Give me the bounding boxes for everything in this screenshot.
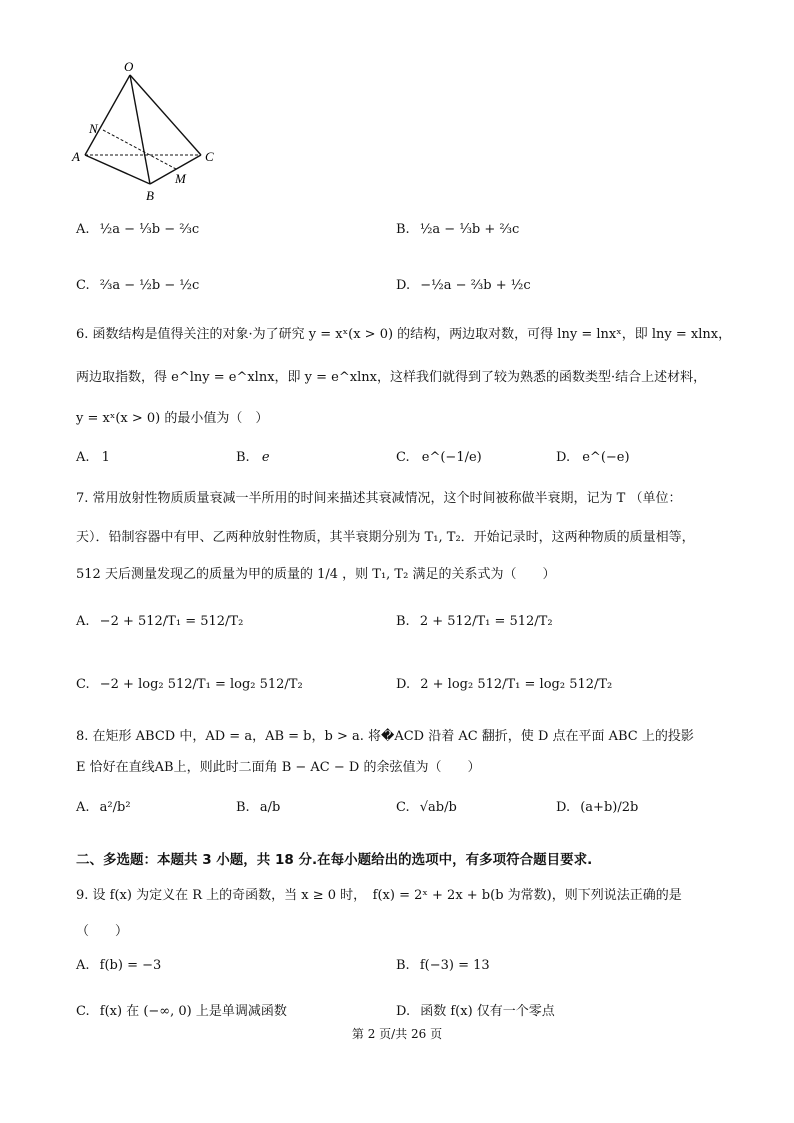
q9-option-c-letter: C. <box>76 1004 90 1019</box>
q5-option-a <box>76 222 199 237</box>
q8-option-c <box>396 800 457 815</box>
label-B: B <box>146 188 154 203</box>
q6-line-1: 6. 函数结构是值得关注的对象·为了研究 y = xˣ(x > 0) 的结构，两边取对数，可得 lny = lnxˣ，即 lny = xlnx， <box>76 327 732 342</box>
q7-option-b <box>396 614 553 629</box>
q5-option-c <box>76 278 199 293</box>
q8-option-b <box>236 800 280 815</box>
q8-option-a-expr: a²/b² <box>99 800 131 815</box>
tetrahedron-figure <box>60 55 230 210</box>
label-O: O <box>124 59 134 74</box>
q6-option-c <box>396 450 482 465</box>
q6-option-c-letter: C. <box>396 450 410 465</box>
q8-option-c-expr: √ab/b <box>419 800 457 815</box>
q5-option-b-expr: ½a − ⅓b + ⅔c <box>419 222 520 237</box>
q5-option-b <box>396 222 519 237</box>
q8-line-1: 8. 在矩形 ABCD 中，AD = a，AB = b，b > a. 将�ACD 沿着 AC 翻折，使 D 点在平面 ABC 上的投影 <box>76 729 694 744</box>
q8-option-c-letter: C. <box>396 800 410 815</box>
q7-option-d-expr: 2 + log₂ 512/T₁ = log₂ 512/T₂ <box>420 677 613 692</box>
label-A: A <box>72 149 80 164</box>
q7-line-1: 7. 常用放射性物质质量衰减一半所用的时间来描述其衰减情况，这个时间被称做半衰期，记为 T （单位： <box>76 491 682 506</box>
q9-option-d-letter: D. <box>396 1004 411 1019</box>
q9-option-b-expr: f(−3) = 13 <box>419 958 490 973</box>
q6-line-2: 两边取指数，得 e^lny = e^xlnx，即 y = e^xlnx，这样我们就得到了较为熟悉的函数类型·结合上述材料， <box>76 370 707 385</box>
q9-option-c <box>76 1000 287 1019</box>
q7-line-3-post: ，则 T₁, T₂ 满足的关系式为（ ） <box>342 567 556 582</box>
q8-option-d-letter: D. <box>556 800 571 815</box>
q6-option-b <box>236 450 270 465</box>
q9-option-b <box>396 958 490 973</box>
q6-option-a-expr: 1 <box>101 450 110 465</box>
q8-option-d-expr: (a+b)/2b <box>580 800 639 815</box>
q5-option-d <box>396 278 531 293</box>
q9-line-2: （ ） <box>76 924 129 939</box>
page-footer: 第 2 页/共 26 页 <box>351 1027 443 1041</box>
q9-option-a-expr: f(b) = −3 <box>99 958 162 973</box>
q9-option-c-expr: f(x) 在 (−∞, 0) 上是单调减函数 <box>99 1004 287 1019</box>
q6-line-3: y = xˣ(x > 0) 的最小值为（ ） <box>76 411 269 426</box>
q7-line-3 <box>76 563 555 582</box>
q9-line-1: 9. 设 f(x) 为定义在 R 上的奇函数，当 x ≥ 0 时， f(x) = 2ˣ + 2x + b(b 为常数)，则下列说法正确的是 <box>76 888 682 903</box>
q5-option-c-expr: ⅔a − ½b − ½c <box>99 278 200 293</box>
q5-option-d-expr: −½a − ⅔b + ½c <box>420 278 531 293</box>
q8-option-d <box>556 800 638 815</box>
q5-option-a-letter: A. <box>76 222 90 237</box>
q7-option-a <box>76 614 243 629</box>
q7-option-a-expr: −2 + 512/T₁ = 512/T₂ <box>99 614 244 629</box>
q5-option-a-expr: ½a − ⅓b − ⅔c <box>99 222 200 237</box>
q7-option-c <box>76 677 303 692</box>
q7-option-c-expr: −2 + log₂ 512/T₁ = log₂ 512/T₂ <box>99 677 303 692</box>
q6-option-d-letter: D. <box>556 450 571 465</box>
q9-option-d <box>396 1000 555 1019</box>
q5-option-b-letter: B. <box>396 222 410 237</box>
q6-option-d-expr: e^(−e) <box>582 450 630 465</box>
q7-line-2: 天）．铅制容器中有甲、乙两种放射性物质，其半衰期分别为 T₁, T₂．开始记录时，这两种物质的质量相等， <box>76 530 695 545</box>
q7-option-a-letter: A. <box>76 614 90 629</box>
q6-option-b-letter: B. <box>236 450 250 465</box>
q6-option-c-expr: e^(−1/e) <box>421 450 482 465</box>
q8-option-b-expr: a/b <box>259 800 281 815</box>
q9-option-a <box>76 958 161 973</box>
q9-option-a-letter: A. <box>76 958 90 973</box>
q7-line-3-pre: 512 天后测量发现乙的质量为甲的质量的 <box>76 567 313 582</box>
q9-option-d-expr: 函数 f(x) 仅有一个零点 <box>420 1004 555 1019</box>
q6-option-a-letter: A. <box>76 450 90 465</box>
q7-option-d <box>396 677 612 692</box>
q6-option-b-expr: e <box>261 450 270 465</box>
q6-option-a <box>76 450 110 465</box>
q7-option-b-expr: 2 + 512/T₁ = 512/T₂ <box>419 614 553 629</box>
q7-option-b-letter: B. <box>396 614 410 629</box>
q7-line-3-fraction: 1/4 <box>317 567 339 582</box>
label-C: C <box>205 149 214 164</box>
q5-option-c-letter: C. <box>76 278 90 293</box>
q7-option-c-letter: C. <box>76 677 90 692</box>
q8-option-a-letter: A. <box>76 800 90 815</box>
q9-option-b-letter: B. <box>396 958 410 973</box>
label-N: N <box>89 121 98 136</box>
q8-option-a <box>76 800 131 815</box>
q8-line-2: E 恰好在直线AB上，则此时二面角 B − AC − D 的余弦值为（ ） <box>76 760 481 775</box>
section-2-heading: 二、多选题：本题共 3 小题，共 18 分.在每小题给出的选项中，有多项符合题目要求. <box>76 852 593 868</box>
q7-option-d-letter: D. <box>396 677 411 692</box>
q6-option-d <box>556 450 630 465</box>
label-M: M <box>175 171 186 186</box>
q5-option-d-letter: D. <box>396 278 411 293</box>
q8-option-b-letter: B. <box>236 800 250 815</box>
